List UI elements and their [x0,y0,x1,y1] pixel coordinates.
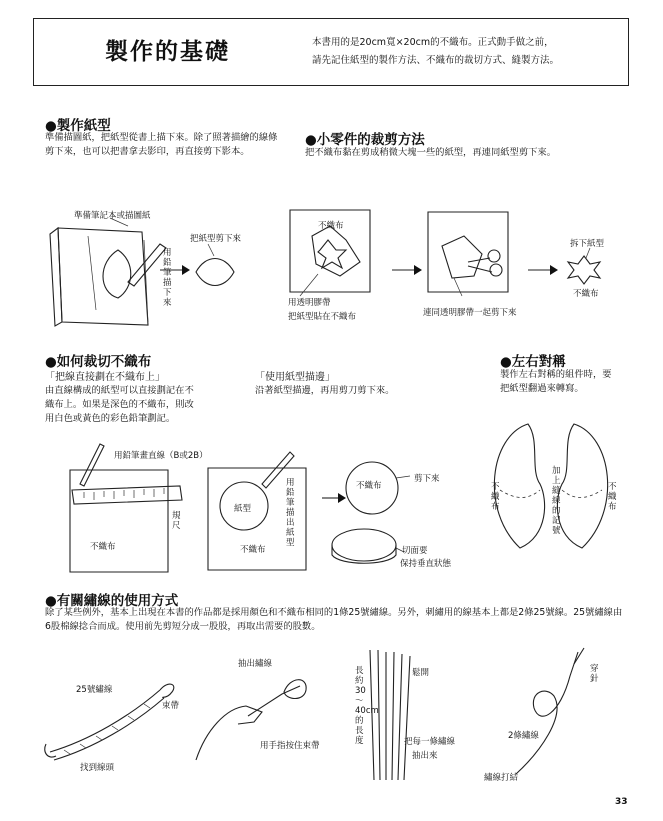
label-knot: 繡線打結 [484,773,519,783]
label-25-thread: 25號繡線 [76,685,113,695]
label-one-strand-1: 把每一條繡線 [404,737,456,747]
body-line: 製作左右對稱的組件時，要 [500,369,612,380]
label-cut-down: 剪下來 [414,474,440,484]
label-cut-edge-2: 保持垂直狀態 [400,559,452,569]
label-pencil: 用鉛筆描下來 [163,248,172,308]
label-find-end: 找到線頭 [80,763,115,773]
label-paper: 準備筆記本或描圖紙 [74,211,151,221]
hand-outline [196,706,262,760]
label-felt-c: 不織布 [356,481,382,491]
section-body-small-parts: 把不織布黏在剪成稍微大塊一些的紙型，再連同紙型剪下來。 [305,147,557,158]
label-band: 束帶 [162,701,180,711]
label-cut-pattern: 把紙型剪下來 [190,234,242,244]
body-line: 除了某些例外，基本上出現在本書的作品都是採用顏色和不織布相同的1條25號繡線。另外，刺繡用的線基本上都是2條25號線。25號繡線由 [45,607,623,618]
label-tape-1: 用透明膠帶 [288,298,331,308]
label-remove-pattern: 拆下紙型 [570,239,605,249]
label-one-strand-2: 抽出來 [412,751,438,761]
header-desc-line1: 本書用的是20cm寬×20cm的不織布。正式動手做之前， [312,37,554,48]
label-felt-left: 不織布 [491,482,500,512]
section-title-thread: ●有關繡線的使用方式 [45,593,179,609]
label-pencil-draw: 用鉛筆描出紙型 [286,478,295,548]
page-number: 33 [615,797,628,807]
label-felt-b: 不織布 [240,545,266,555]
subheading-trace-pattern: 「使用紙型描邊」 [255,372,335,383]
label-ruler: 規尺 [172,511,181,531]
body-line: 織布上。如果是深色的不織布，則改 [45,399,194,410]
label-pull-thread: 抽出繡線 [238,659,273,669]
body-line: 用白色或黃色的彩色鉛筆劃記。 [45,413,176,424]
label-hold-band: 用手指按住束帶 [260,741,320,751]
label-stitch-mark: 加上縫線的記號 [552,466,561,536]
label-two-strands: 2條繡線 [508,731,539,741]
label-felt-right: 不織布 [608,482,617,512]
body-trace-pattern: 沿著紙型描邊，再用剪刀剪下來。 [255,385,395,396]
label-felt-a: 不織布 [90,542,116,552]
body-line: 準備描圖紙，把紙型從書上描下來。除了照著描繪的線條 [45,132,278,143]
label-cut-together: 連同透明膠帶一起剪下來 [423,308,517,318]
header-desc-line2: 請先記住紙型的製作方法、不織布的裁切方式、縫製方法。 [312,55,560,66]
label-needle: 穿針 [590,664,599,684]
label-felt-2: 不織布 [573,289,599,299]
section-title-symmetry: ●左右對稱 [500,354,566,370]
body-line: 由直線構成的紙型可以直接劃記在不 [45,385,194,396]
section-title-make-pattern: ●製作紙型 [45,118,111,134]
label-pattern: 紙型 [234,504,252,514]
section-title-cut-felt: ●如何裁切不織布 [45,354,152,370]
label-felt-1: 不織布 [318,221,344,231]
label-length: 長約30～40cm的長度 [355,666,379,746]
label-cut-edge-1: 切面要 [402,546,428,556]
subheading-draw-line: 「把線直接劃在不織布上」 [45,372,165,383]
thread-skein [50,690,160,752]
body-line: 把紙型翻過來轉寫。 [500,383,584,394]
label-twisted: 鬆開 [412,668,430,678]
label-tape-2: 把紙型貼在不織布 [288,312,357,322]
body-line: 剪下來，也可以把書拿去影印，再直接剪下影本。 [45,146,250,157]
page-title: 製作的基礎 [105,39,230,65]
body-line: 6股棉線捻合而成。使用前先剪短分成一股股，再取出需要的股數。 [45,621,321,632]
section-title-small-parts: ●小零件的裁剪方法 [305,132,425,148]
label-pencil-line: 用鉛筆畫直線（B或2B） [114,451,208,461]
